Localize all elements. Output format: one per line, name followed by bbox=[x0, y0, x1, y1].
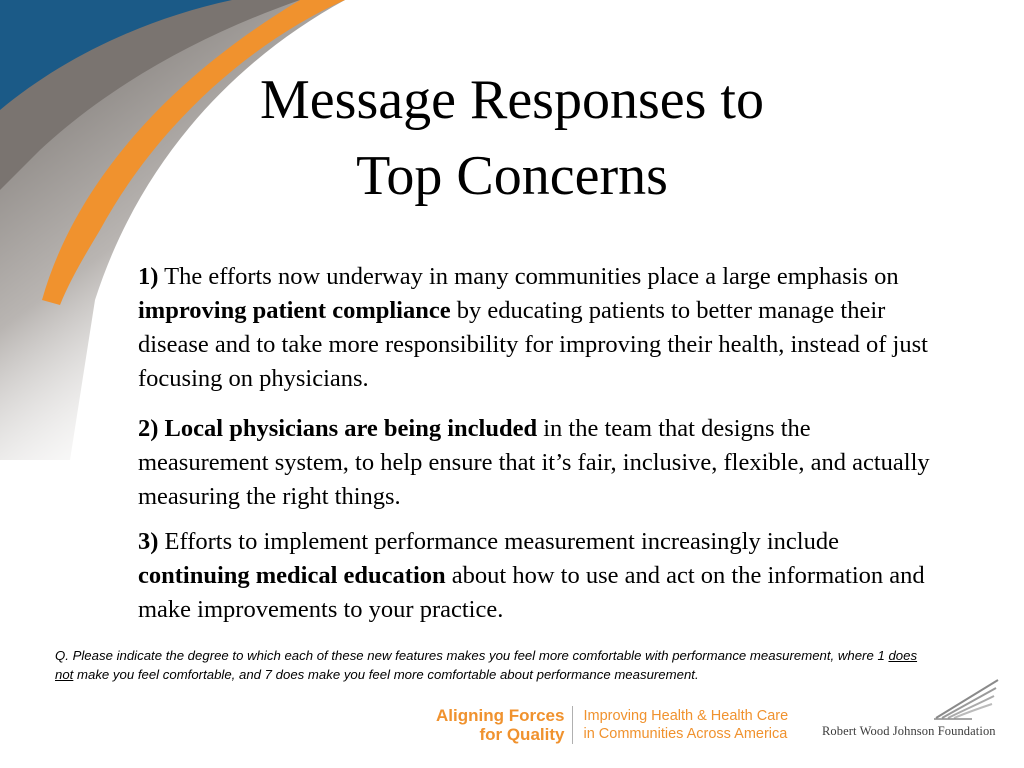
footnote-underlined: does not bbox=[55, 648, 918, 682]
response-text: by educating patients to better manage their disease and to take more responsibility for improving their health, instead of just focusing on physicians. bbox=[138, 297, 928, 392]
rwjf-flame-icon bbox=[932, 678, 1002, 720]
af-logo-tagline bbox=[583, 707, 788, 743]
response-text: Efforts to implement performance measurement increasingly include bbox=[158, 528, 839, 555]
response-number: 1) bbox=[138, 263, 159, 290]
survey-question-footnote bbox=[55, 647, 935, 684]
response-emphasis: improving patient compliance bbox=[138, 297, 451, 324]
slide-title bbox=[0, 62, 1024, 214]
title-line-1: Message Responses to bbox=[260, 69, 764, 131]
response-item-3 bbox=[138, 525, 938, 627]
response-text: in the team that designs the measurement system, to help ensure that it’s fair, inclusive, flexible, and actually measuring the right things. bbox=[138, 415, 930, 510]
response-number: 3) bbox=[138, 528, 159, 555]
af-tagline-line-1: Improving Health & Health Care bbox=[583, 708, 789, 724]
response-text: about how to use and act on the information and make improvements to your practice. bbox=[138, 562, 925, 623]
response-emphasis: continuing medical education bbox=[138, 562, 446, 589]
footnote-text: Q. Please indicate the degree to which each of these new features makes you feel more comfortable with performance measurement, where 1 bbox=[55, 648, 889, 663]
response-emphasis: Local physicians are being included bbox=[164, 415, 538, 442]
logo-divider bbox=[572, 706, 573, 744]
rwjf-logo-text: Robert Wood Johnson Foundation bbox=[822, 724, 996, 738]
response-item-2 bbox=[138, 412, 938, 514]
af-tagline-line-2: in Communities Across America bbox=[583, 726, 788, 742]
footnote-text: make you feel comfortable, and 7 does make you feel more comfortable about performance measurement. bbox=[73, 666, 699, 682]
response-item-1 bbox=[138, 260, 938, 396]
response-number: 2) bbox=[138, 415, 159, 442]
af-name-line-1: Aligning Forces bbox=[436, 706, 565, 725]
aligning-forces-logo bbox=[436, 705, 788, 745]
title-line-2: Top Concerns bbox=[356, 145, 668, 207]
response-text: The efforts now underway in many communities place a large emphasis on bbox=[158, 263, 899, 290]
af-logo-name bbox=[436, 706, 564, 744]
af-name-line-2: for Quality bbox=[479, 725, 565, 744]
